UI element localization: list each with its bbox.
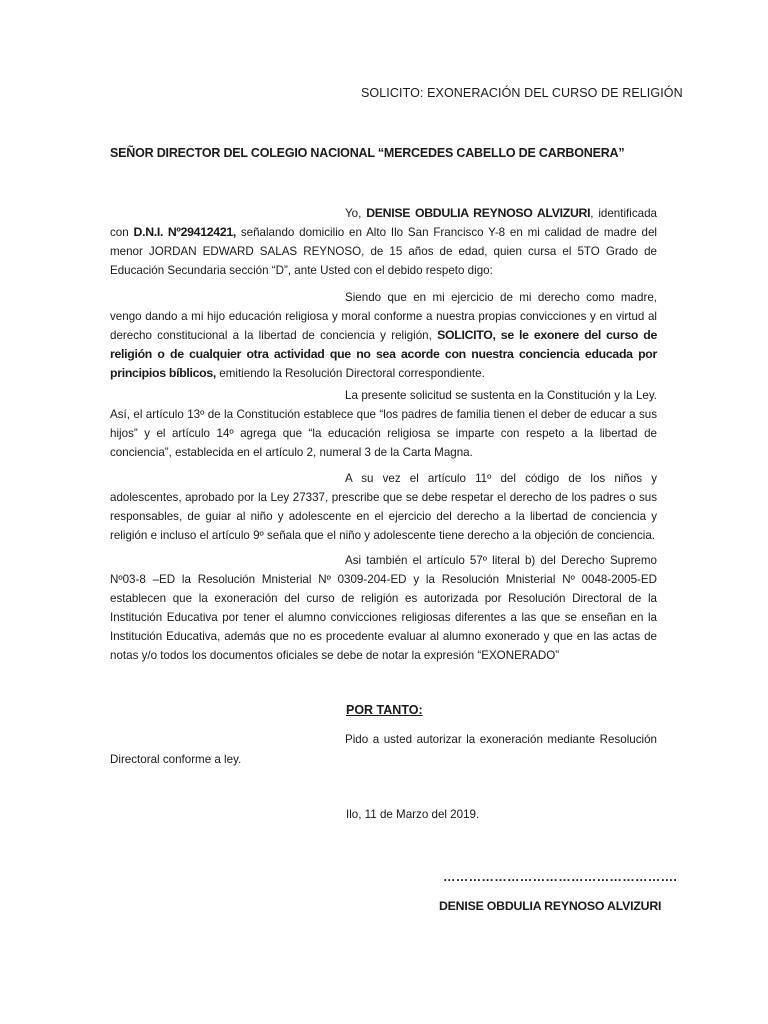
constitution-paragraph: La presente solicitud se sustenta en la Constitución y la Ley. Así, el artículo 13º de la Constitución establece que “los padres de familia tienen el deber de educar a sus hijos” y el artículo 14º agrega que “la educación religiosa se imparte con respeto a la libertad de conciencia”, establecida en el artículo 2, numeral 3 de la Carta Magna. <box>110 389 657 459</box>
applicant-dni: D.N.I. Nº29412421, <box>133 225 237 239</box>
subject-line: SOLICITO: EXONERACIÓN DEL CURSO DE RELIGIÓN <box>361 86 683 100</box>
por-tanto-heading: POR TANTO: <box>346 703 423 717</box>
closing-paragraph: Pido a usted autorizar la exoneración mediante Resolución Directoral conforme a ley. <box>110 733 657 766</box>
intro-text-1: Yo, <box>345 207 367 220</box>
children-code-paragraph: A su vez el artículo 11º del código de los niños y adolescentes, aprobado por la Ley 27337, prescribe que se debe respetar el derecho de los padres o sus responsables, de guiar al niño y adolescente en el ejercicio del derecho a la libertad de conciencia y religión e incluso el artículo 9º señala que el niño y adolescente tiene derecho a la objeción de conciencia. <box>110 472 657 542</box>
addressee-line: SEÑOR DIRECTOR DEL COLEGIO NACIONAL “MERCEDES CABELLO DE CARBONERA” <box>110 146 625 160</box>
request-text-2: emitiendo la Resolución Directoral correspondiente. <box>216 367 485 380</box>
signature-name: DENISE OBDULIA REYNOSO ALVIZURI <box>439 899 662 913</box>
intro-text-3: señalando domicilio en Alto Ilo San Francisco Y-8 en mi calidad de madre del menor JORDAN EDWARD SALAS REYNOSO, de 15 años de edad, quien cursa el 5TO Grado de Educación Secundaria sección “D”, ante Usted con el debido respeto digo: <box>110 226 658 277</box>
place-date: Ilo, 11 de Marzo del 2019. <box>346 808 480 821</box>
request-paragraph <box>110 288 657 383</box>
decree-paragraph: Asi también el artículo 57º literal b) del Derecho Supremo Nº03-8 –ED la Resolución Mnisterial Nº 0309-204-ED y la Resolución Mnisterial Nº 0048-2005-ED establecen que la exoneración del curso de religión es autorizada por Resolución Directoral de la Institución Educativa por tener el alumno convicciones religiosas diferentes a las que se enseñan en la Institución Educativa, además que no es procedente evaluar al alumno exonerado y que en las actas de notas y/o todos los documentos oficiales se debe de notar la expresión “EXONERADO” <box>110 554 657 662</box>
intro-paragraph <box>110 204 657 280</box>
signature-line: ………………………………………………. <box>443 870 678 884</box>
request-text-1: Siendo que en mi ejercicio de mi derecho como madre, vengo dando a mi hijo educación religiosa y moral conforme a nuestra propias convicciones y en virtud al derecho constitucional a la libertad de conciencia y religión, <box>110 291 657 342</box>
intro-text-2: , identificada con <box>110 207 657 239</box>
request-bold-text: SOLICITO, se le exonere del curso de religión o de cualquier otra actividad que no sea acorde con nuestra conciencia educada por principios bíblicos, <box>110 328 657 380</box>
applicant-name: DENISE OBDULIA REYNOSO ALVIZURI <box>366 206 591 220</box>
